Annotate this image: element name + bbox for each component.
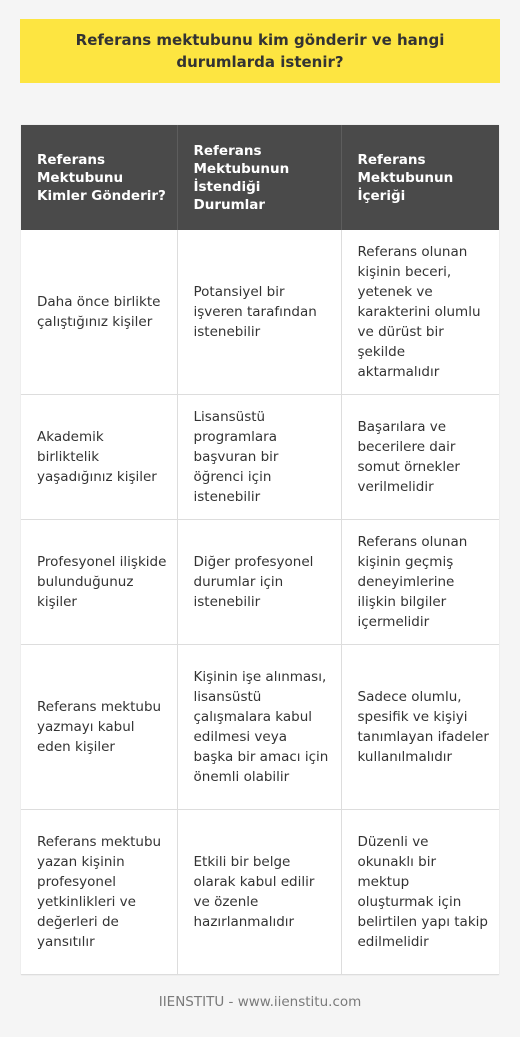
table-row xyxy=(21,645,499,810)
table-cell: Diğer profesyonel durumlar için istenebilir xyxy=(177,520,341,645)
footer-credit: IIENSTITU - www.iienstitu.com xyxy=(158,994,362,1010)
reference-table-container xyxy=(21,125,499,975)
page-title: Referans mektubunu kim gönderir ve hangi durumlarda istenir? xyxy=(75,31,445,71)
table-row xyxy=(21,230,499,395)
table-row xyxy=(21,520,499,645)
table-cell: Akademik birliktelik yaşadığınız kişiler xyxy=(21,395,177,520)
table-header-row xyxy=(21,125,499,230)
table-row xyxy=(21,395,499,520)
table-cell: Referans olunan kişinin geçmiş deneyimlerine ilişkin bilgiler içermelidir xyxy=(341,520,499,645)
table-cell: Referans mektubu yazan kişinin profesyonel yetkinlikleri ve değerleri de yansıtılır xyxy=(21,810,177,975)
header-when-requested: Referans Mektubunun İstendiği Durumlar xyxy=(177,125,341,230)
table-cell: Düzenli ve okunaklı bir mektup oluşturmak için belirtilen yapı takip edilmelidir xyxy=(341,810,499,975)
table-cell: Başarılara ve becerilere dair somut örnekler verilmelidir xyxy=(341,395,499,520)
table-cell: Etkili bir belge olarak kabul edilir ve özenle hazırlanmalıdır xyxy=(177,810,341,975)
header-who-sends: Referans Mektubunu Kimler Gönderir? xyxy=(21,125,177,230)
table-cell: Referans olunan kişinin beceri, yetenek ve karakterini olumlu ve dürüst bir şekilde aktarmalıdır xyxy=(341,230,499,395)
reference-table xyxy=(21,125,499,975)
title-banner xyxy=(20,19,500,83)
table-row xyxy=(21,810,499,975)
table-cell: Lisansüstü programlara başvuran bir öğrenci için istenebilir xyxy=(177,395,341,520)
header-content: Referans Mektubunun İçeriği xyxy=(341,125,499,230)
table-cell: Profesyonel ilişkide bulunduğunuz kişiler xyxy=(21,520,177,645)
table-cell: Referans mektubu yazmayı kabul eden kişiler xyxy=(21,645,177,810)
table-cell: Sadece olumlu, spesifik ve kişiyi tanımlayan ifadeler kullanılmalıdır xyxy=(341,645,499,810)
table-cell: Potansiyel bir işveren tarafından istenebilir xyxy=(177,230,341,395)
table-cell: Kişinin işe alınması, lisansüstü çalışmalara kabul edilmesi veya başka bir amacı için önemli olabilir xyxy=(177,645,341,810)
table-cell: Daha önce birlikte çalıştığınız kişiler xyxy=(21,230,177,395)
